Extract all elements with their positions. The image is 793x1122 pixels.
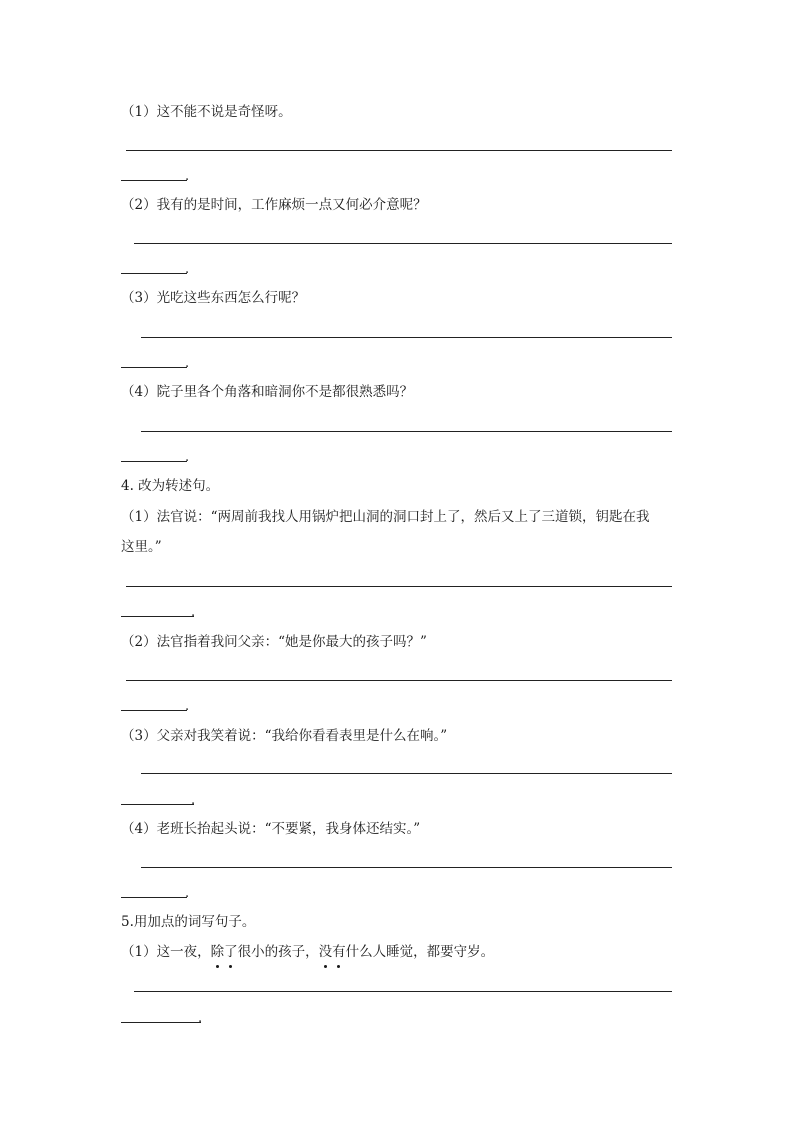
question-5-1 <box>121 943 494 961</box>
question-4-3: （3）父亲对我笑着说：“我给你看看表里是什么在响。” <box>121 728 448 744</box>
answer-line[interactable] <box>126 586 672 587</box>
answer-line[interactable] <box>141 867 672 868</box>
emphasis-char-text: 有 <box>332 944 346 960</box>
question-5-1-part-c: 什么人睡觉，都要守岁。 <box>345 944 495 960</box>
section-5-title: 5.用加点的词写句子。 <box>121 914 256 930</box>
answer-line-short[interactable] <box>121 710 187 711</box>
emphasis-char <box>211 943 225 961</box>
emphasis-char-text: 没 <box>318 944 333 960</box>
emphasis-dot <box>337 965 340 968</box>
question-3-3: （3）光吃这些东西怎么行呢？ <box>121 290 306 306</box>
answer-line[interactable] <box>141 773 672 774</box>
end-period: . <box>185 699 190 714</box>
emphasis-char <box>224 943 238 961</box>
emphasis-dot <box>216 965 219 968</box>
end-period: . <box>198 1011 203 1026</box>
answer-line-short[interactable] <box>121 897 187 898</box>
end-period: . <box>185 886 190 901</box>
question-4-1-line1: （1）法官说：“两周前我找人用锅炉把山洞的洞口封上了，然后又上了三道锁，钥匙在我 <box>121 509 650 525</box>
answer-line-short[interactable] <box>121 1022 201 1023</box>
answer-line[interactable] <box>141 431 672 432</box>
question-3-2: （2）我有的是时间，工作麻烦一点又何必介意呢？ <box>121 197 427 213</box>
question-5-1-part-a: （1）这一夜， <box>121 944 211 960</box>
question-4-1-line2: 这里。” <box>121 539 162 555</box>
answer-line[interactable] <box>126 150 672 151</box>
question-3-1: （1）这不能不说是奇怪呀。 <box>121 104 292 120</box>
answer-line[interactable] <box>141 337 672 338</box>
emphasis-char <box>332 943 346 961</box>
end-period: . <box>185 356 190 371</box>
question-5-1-part-b: 很小的孩子， <box>237 944 319 960</box>
answer-line[interactable] <box>134 991 672 992</box>
section-4-title: 4. 改为转述句。 <box>121 478 220 494</box>
answer-line-short[interactable] <box>121 180 187 181</box>
question-4-4: （4）老班长抬起头说：“不要紧，我身体还结实。” <box>121 821 421 837</box>
answer-line-short[interactable] <box>121 804 194 805</box>
answer-line[interactable] <box>126 680 672 681</box>
answer-line-short[interactable] <box>121 461 187 462</box>
answer-line[interactable] <box>134 243 672 244</box>
end-period: . <box>185 450 190 465</box>
question-3-4: （4）院子里各个角落和暗洞你不是都很熟悉吗？ <box>121 384 414 400</box>
end-period: . <box>185 262 190 277</box>
emphasis-char-text: 了 <box>224 944 238 960</box>
emphasis-dot <box>324 965 327 968</box>
end-period: . <box>191 793 196 808</box>
answer-line-short[interactable] <box>121 616 194 617</box>
answer-line-short[interactable] <box>121 273 187 274</box>
end-period: . <box>185 169 190 184</box>
question-4-2: （2）法官指着我问父亲：“她是你最大的孩子吗？” <box>121 634 427 650</box>
end-period: . <box>191 605 196 620</box>
emphasis-char <box>319 943 333 961</box>
answer-line-short[interactable] <box>121 367 187 368</box>
emphasis-char-text: 除 <box>210 944 225 960</box>
emphasis-dot <box>229 965 232 968</box>
